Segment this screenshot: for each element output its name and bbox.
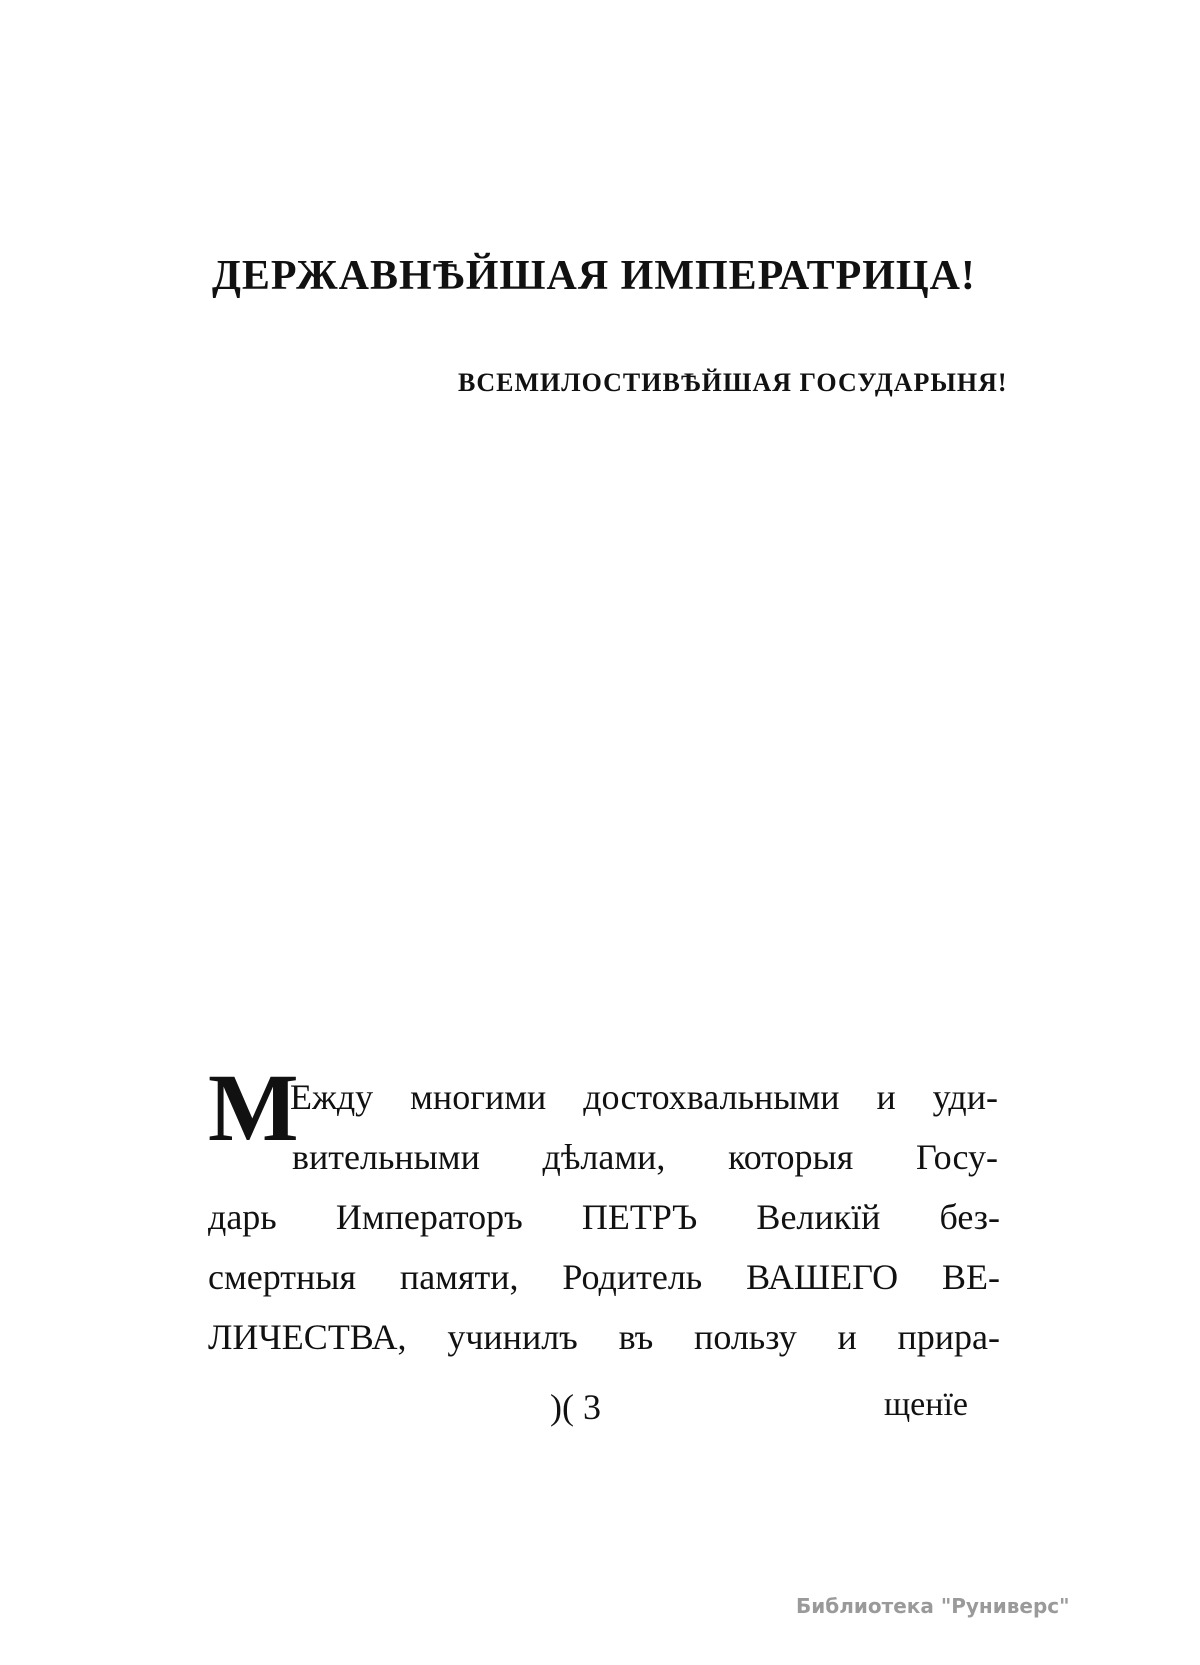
library-watermark: Библиотека "Руниверс" xyxy=(796,1594,1070,1618)
drop-cap-letter: М xyxy=(208,1054,299,1161)
dedication-title: ДЕРЖАВНѢЙШАЯ ИМПЕРАТРИЦА! xyxy=(212,253,976,299)
text-line-4: смертныя памяти, Родитель ВАШЕГО ВЕ- xyxy=(208,1257,1000,1297)
text-line-2: вительными дѣлами, которыя Госу- xyxy=(292,1137,998,1177)
dedication-salutation: ВСЕМИЛОСТИВѢЙШАЯ ГОСУДАРЫНЯ! xyxy=(458,368,1008,397)
text-line-5: ЛИЧЕСТВА, учинилъ въ пользу и прира- xyxy=(208,1317,1000,1357)
catchword: щенїе xyxy=(884,1386,969,1423)
text-line-3: дарь Императоръ ПЕТРЪ Великїй без- xyxy=(208,1197,1000,1237)
text-line-1: Ежду многими достохвальными и уди- xyxy=(290,1077,998,1117)
signature-mark: )( 3 xyxy=(550,1387,601,1427)
